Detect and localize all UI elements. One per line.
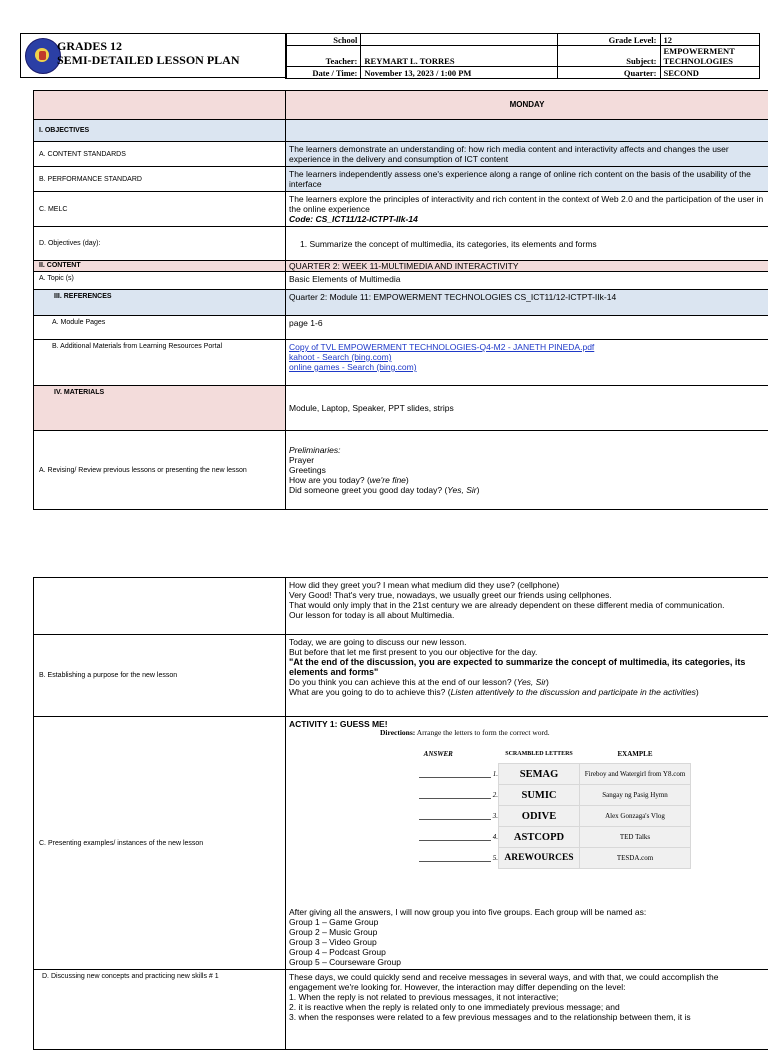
purpose-line-1: Today, we are going to discuss our new lesson. <box>289 637 467 647</box>
topic-text: Basic Elements of Multimedia <box>286 272 768 290</box>
link-tvl-pdf[interactable]: Copy of TVL EMPOWERMENT TECHNOLOGIES-Q4-M2 - JANETH PINEDA.pdf <box>289 342 594 352</box>
discussing-line-2: 1. When the reply is not related to previous messages, it not interactive; <box>289 992 558 1002</box>
discussing-line-3: 2. it is reactive when the reply is related only to one immediately previous message; and <box>289 1002 620 1012</box>
subject-label: Subject: <box>557 46 660 67</box>
subject-value <box>660 46 760 67</box>
plan-title: SEMI-DETAILED LESSON PLAN <box>57 53 239 68</box>
group-2: Group 2 – Music Group <box>289 927 377 937</box>
intro-line-1: How did they greet you? I mean what medium did they use? (cellphone) <box>289 580 559 590</box>
purpose-objective: "At the end of the discussion, you are expected to summarize the concept of multimedia, its categories, its elements and forms" <box>289 657 745 677</box>
subject-line-1: EMPOWERMENT <box>664 46 735 56</box>
lesson-plan-table-1 <box>33 90 768 510</box>
greet-close: ) <box>477 485 480 495</box>
answer-blank[interactable] <box>378 848 499 869</box>
day-header: MONDAY <box>286 91 768 120</box>
references-label: III. REFERENCES <box>34 290 286 316</box>
references-text: Quarter 2: Module 11: EMPOWERMENT TECHNOLOGIES CS_ICT11/12-ICTPT-IIk-14 <box>286 290 768 316</box>
intro-line-4: Our lesson for today is all about Multimedia. <box>289 610 454 620</box>
purpose-q2: What are you going to do to achieve this? ( <box>289 687 451 697</box>
discussing-line-4: 3. when the responses were related to a few previous messages and to the relationship between them, it is <box>289 1012 691 1022</box>
melc-label: C. MELC <box>34 192 286 227</box>
directions-text: Arrange the letters to form the correct word. <box>415 728 549 737</box>
group-1: Group 1 – Game Group <box>289 917 378 927</box>
discussing-label: D. Discussing new concepts and practicing new skills # 1 <box>34 970 286 1050</box>
preliminaries-line: Preliminaries: <box>289 445 341 455</box>
quarter-value: SECOND <box>660 67 760 79</box>
scrambled-word: SUMIC <box>499 785 580 806</box>
row-number: 2. <box>493 791 498 799</box>
date-label: Date / Time: <box>286 67 361 79</box>
content-label: II. CONTENT <box>34 261 286 272</box>
purpose-text <box>286 635 768 717</box>
header-title-box <box>20 33 287 78</box>
greet-answer: Yes, Sir <box>447 485 476 495</box>
objectives-heading-blank <box>286 120 768 142</box>
purpose-line-2: But before that let me first present to you our objective for the day. <box>289 647 537 657</box>
intro-label-blank <box>34 578 286 635</box>
objectives-day-text: 1. Summarize the concept of multimedia, its categories, its elements and forms <box>286 227 768 261</box>
objectives-day-label: D. Objectives (day): <box>34 227 286 261</box>
purpose-q1-close: ) <box>546 677 549 687</box>
prayer-line: Prayer <box>289 455 314 465</box>
performance-standard-text: The learners independently assess one's experience along a range of online rich content on the basis of the usability of the interface <box>286 167 768 192</box>
date-value: November 13, 2023 / 1:00 PM <box>361 67 558 79</box>
group-5: Group 5 – Courseware Group <box>289 957 401 967</box>
purpose-label: B. Establishing a purpose for the new lesson <box>34 635 286 717</box>
activity-row <box>378 785 691 806</box>
example-text: Fireboy and Watergirl from Y8.com <box>580 764 691 785</box>
content-standards-label: A. CONTENT STANDARDS <box>34 142 286 167</box>
deped-seal-logo <box>25 38 61 74</box>
group-3: Group 3 – Video Group <box>289 937 377 947</box>
how-are-you-text: How are you today? ( <box>289 475 370 485</box>
quarter-label: Quarter: <box>557 67 660 79</box>
module-pages-text: page 1-6 <box>286 316 768 340</box>
answer-blank[interactable] <box>378 764 499 785</box>
melc-text: The learners explore the principles of interactivity and rich content in the context of Web 2.0 and the participation of the user in the online experience <box>289 194 763 214</box>
scrambled-word: AREWOURCES <box>499 848 580 869</box>
grade-title: GRADES 12 <box>57 39 122 54</box>
purpose-q2-close: ) <box>696 687 699 697</box>
topic-label: A. Topic (s) <box>34 272 286 290</box>
activity-row <box>378 764 691 785</box>
purpose-line-5 <box>289 687 699 697</box>
additional-materials-links <box>286 340 768 386</box>
example-text: TED Talks <box>580 827 691 848</box>
header-info-table <box>285 33 760 79</box>
purpose-a2: Listen attentively to the discussion and participate in the activities <box>451 687 696 697</box>
materials-label: IV. MATERIALS <box>34 386 286 431</box>
revising-text <box>286 431 768 510</box>
directions-label: Directions: <box>380 728 415 737</box>
example-text: TESDA.com <box>580 848 691 869</box>
lesson-plan-header <box>20 33 760 78</box>
row-number: 1. <box>493 770 498 778</box>
example-text: Sangay ng Pasig Hymn <box>580 785 691 806</box>
intro-text <box>286 578 768 635</box>
purpose-q1: Do you think you can achieve this at the end of our lesson? ( <box>289 677 517 687</box>
discussing-line-1: These days, we could quickly send and receive messages in several ways, and with that, we could accomplish the engagement we're looking for. However, the interaction may differ depending on the level: <box>289 972 718 992</box>
activity-row <box>378 848 691 869</box>
group-4: Group 4 – Podcast Group <box>289 947 386 957</box>
activity-row <box>378 827 691 848</box>
col-answer-header: ANSWER <box>378 745 499 764</box>
performance-standard-label: B. PERFORMANCE STANDARD <box>34 167 286 192</box>
melc-code: Code: CS_ICT11/12-ICTPT-IIk-14 <box>289 214 418 224</box>
grade-label: Grade Level: <box>557 34 660 46</box>
answer-blank[interactable] <box>378 827 499 848</box>
after-line-1: After giving all the answers, I will now group you into five groups. Each group will be named as: <box>289 907 646 917</box>
purpose-line-4 <box>289 677 549 687</box>
examples-label: C. Presenting examples/ instances of the new lesson <box>34 717 286 970</box>
materials-text: Module, Laptop, Speaker, PPT slides, strips <box>286 386 768 431</box>
activity-table <box>378 745 691 869</box>
answer-blank[interactable] <box>378 785 499 806</box>
greetings-line: Greetings <box>289 465 326 475</box>
link-kahoot-search[interactable]: kahoot - Search (bing.com) <box>289 352 392 362</box>
teacher-label: Teacher: <box>286 46 361 67</box>
activity-title: ACTIVITY 1: GUESS ME! <box>289 719 388 729</box>
scrambled-word: ASTCOPD <box>499 827 580 848</box>
greet-line <box>289 485 479 495</box>
objectives-heading: I. OBJECTIVES <box>34 120 286 142</box>
col-scrambled-header: SCRAMBLED LETTERS <box>499 745 580 764</box>
col-example-header: EXAMPLE <box>580 745 691 764</box>
intro-line-3: That would only imply that in the 21st century we are already dependent on these different media of communication. <box>289 600 724 610</box>
scrambled-word: SEMAG <box>499 764 580 785</box>
teacher-value: REYMART L. TORRES <box>361 46 558 67</box>
link-online-games-search[interactable]: online games - Search (bing.com) <box>289 362 417 372</box>
discussing-text <box>286 970 768 1050</box>
school-value <box>361 34 558 46</box>
purpose-a1: Yes, Sir <box>517 677 546 687</box>
intro-line-2: Very Good! That's very true, nowadays, we usually greet our friends using cellphones. <box>289 590 612 600</box>
content-text: QUARTER 2: WEEK 11-MULTIMEDIA AND INTERACTIVITY <box>286 261 768 272</box>
school-label: School <box>286 34 361 46</box>
module-pages-label: A. Module Pages <box>34 316 286 340</box>
answer-blank[interactable] <box>378 806 499 827</box>
activity-directions <box>380 728 550 737</box>
how-are-you-line <box>289 475 409 485</box>
greet-text: Did someone greet you good day today? ( <box>289 485 447 495</box>
scrambled-word: ODIVE <box>499 806 580 827</box>
row-number: 3. <box>493 812 498 820</box>
additional-materials-label: B. Additional Materials from Learning Resources Portal <box>34 340 286 386</box>
how-are-you-answer: we're fine <box>370 475 406 485</box>
content-standards-text: The learners demonstrate an understanding of: how rich media content and interactivity affects and changes the user experience in the delivery and consumption of ICT content <box>286 142 768 167</box>
activity-guess-me-figure <box>340 728 710 886</box>
how-are-you-close: ) <box>406 475 409 485</box>
day-header-blank <box>34 91 286 120</box>
example-text: Alex Gonzaga's Vlog <box>580 806 691 827</box>
revising-label: A. Revising/ Review previous lessons or presenting the new lesson <box>34 431 286 510</box>
subject-line-2: TECHNOLOGIES <box>664 56 733 66</box>
activity-row <box>378 806 691 827</box>
row-number: 5. <box>493 854 498 862</box>
melc-cell <box>286 192 768 227</box>
row-number: 4. <box>493 833 498 841</box>
grade-value: 12 <box>660 34 760 46</box>
